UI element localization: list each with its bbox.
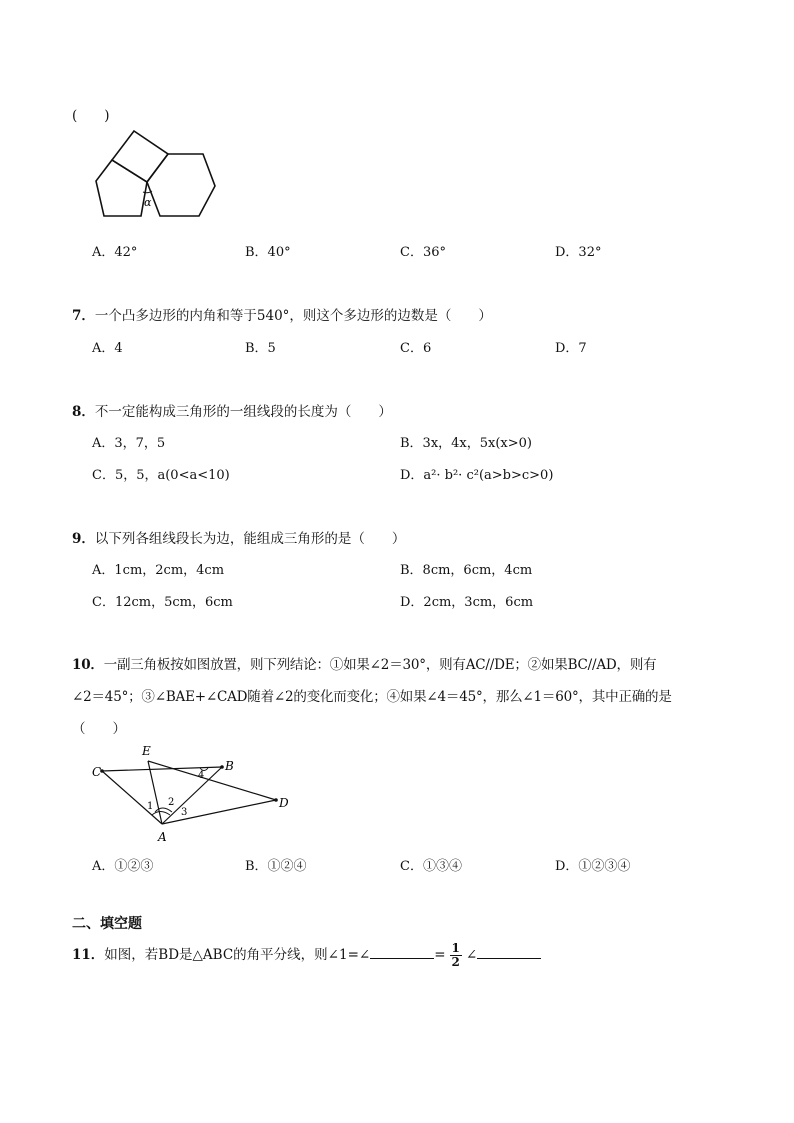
q6-option-d[interactable]: D．32° — [555, 245, 602, 260]
q10-option-c[interactable]: C．①③④ — [400, 859, 462, 874]
q10-number: 10． — [72, 657, 104, 673]
q8-stem — [72, 400, 392, 420]
q8-number: 8． — [72, 404, 95, 420]
q7-text: 一个凸多边形的内角和等于540°，则这个多边形的边数是（ ） — [94, 308, 492, 324]
q7-option-a[interactable]: A．4 — [92, 341, 123, 356]
line-ad — [162, 800, 276, 824]
section-fill-in-title: 二、填空题 — [72, 916, 142, 932]
q11-fraction — [450, 942, 462, 969]
square-shape — [112, 131, 168, 182]
q9-option-a[interactable]: A．1cm，2cm，4cm — [92, 563, 225, 578]
q7-option-c[interactable]: C．6 — [400, 341, 432, 356]
label-c: C — [92, 765, 102, 779]
q10-stem-line1 — [72, 653, 656, 673]
q11-text: 如图，若BD是△ABC的角平分线，则∠1=∠ — [104, 947, 371, 963]
label-angle-4: 4 — [198, 770, 205, 781]
q11-blank-1[interactable] — [370, 946, 434, 959]
fraction-numerator: 1 — [451, 941, 460, 955]
line-ba — [162, 767, 222, 824]
alpha-label: α — [144, 196, 152, 209]
angle-arc-a2 — [155, 808, 172, 812]
q6-option-b[interactable]: B．40° — [245, 245, 291, 260]
q10-option-b[interactable]: B．①②④ — [245, 859, 307, 874]
q8-option-d[interactable]: D．a²· b²· c²(a>b>c>0) — [400, 468, 554, 483]
hexagon-shape — [147, 154, 215, 216]
angle-arc-a1 — [152, 812, 170, 816]
q7-stem — [72, 304, 492, 324]
q8-option-c[interactable]: C．5，5，a(0<a<10) — [92, 468, 230, 483]
label-b: B — [225, 759, 234, 773]
q6-option-a[interactable]: A．42° — [92, 245, 138, 260]
q8-option-a[interactable]: A．3，7，5 — [92, 436, 166, 451]
label-d: D — [279, 796, 289, 810]
fraction-denominator: 2 — [451, 955, 460, 969]
q11-number: 11． — [72, 947, 105, 963]
q11-stem — [72, 942, 541, 969]
label-a: A — [158, 830, 167, 844]
q9-option-d[interactable]: D．2cm，3cm，6cm — [400, 595, 534, 610]
vertex-d-dot — [274, 798, 278, 802]
q9-stem — [72, 527, 405, 547]
q6-answer-paren: ( ) — [72, 108, 110, 124]
line-ca — [102, 771, 162, 824]
q11-blank-2[interactable] — [477, 946, 541, 959]
label-angle-2: 2 — [168, 797, 175, 808]
pentagon-shape — [96, 160, 147, 216]
line-ea — [148, 761, 162, 824]
label-angle-3: 3 — [181, 807, 188, 818]
q6-option-c[interactable]: C．36° — [400, 245, 446, 260]
vertex-b-dot — [220, 765, 224, 769]
q11-angle-symbol: ∠ — [465, 947, 478, 963]
q8-option-b[interactable]: B．3x，4x，5x(x>0) — [400, 436, 532, 451]
q10-option-d[interactable]: D．①②③④ — [555, 859, 631, 874]
q10-stem-line3: （ ） — [72, 721, 126, 737]
label-angle-1: 1 — [147, 801, 154, 812]
q11-equals: = — [434, 947, 446, 963]
q8-text: 不一定能构成三角形的一组线段的长度为（ ） — [94, 404, 392, 420]
q10-triangle-figure — [90, 740, 300, 848]
label-e: E — [142, 744, 151, 758]
q10-text-line1: 一副三角板按如图放置，则下列结论：①如果∠2＝30°，则有AC//DE；②如果BC//AD，则有 — [103, 657, 657, 673]
q10-option-a[interactable]: A．①②③ — [92, 859, 154, 874]
q7-number: 7． — [72, 308, 95, 324]
q10-stem-line2: ∠2＝45°；③∠BAE+∠CAD随着∠2的变化而变化；④如果∠4＝45°，那么∠1＝60°，其中正确的是 — [72, 689, 672, 705]
q9-option-c[interactable]: C．12cm，5cm，6cm — [92, 595, 233, 610]
q9-text: 以下列各组线段长为边，能组成三角形的是（ ） — [94, 531, 406, 547]
q7-option-d[interactable]: D．7 — [555, 341, 587, 356]
q7-option-b[interactable]: B．5 — [245, 341, 276, 356]
q9-option-b[interactable]: B．8cm，6cm，4cm — [400, 563, 533, 578]
q6-polygon-figure — [92, 130, 220, 222]
q9-number: 9． — [72, 531, 95, 547]
